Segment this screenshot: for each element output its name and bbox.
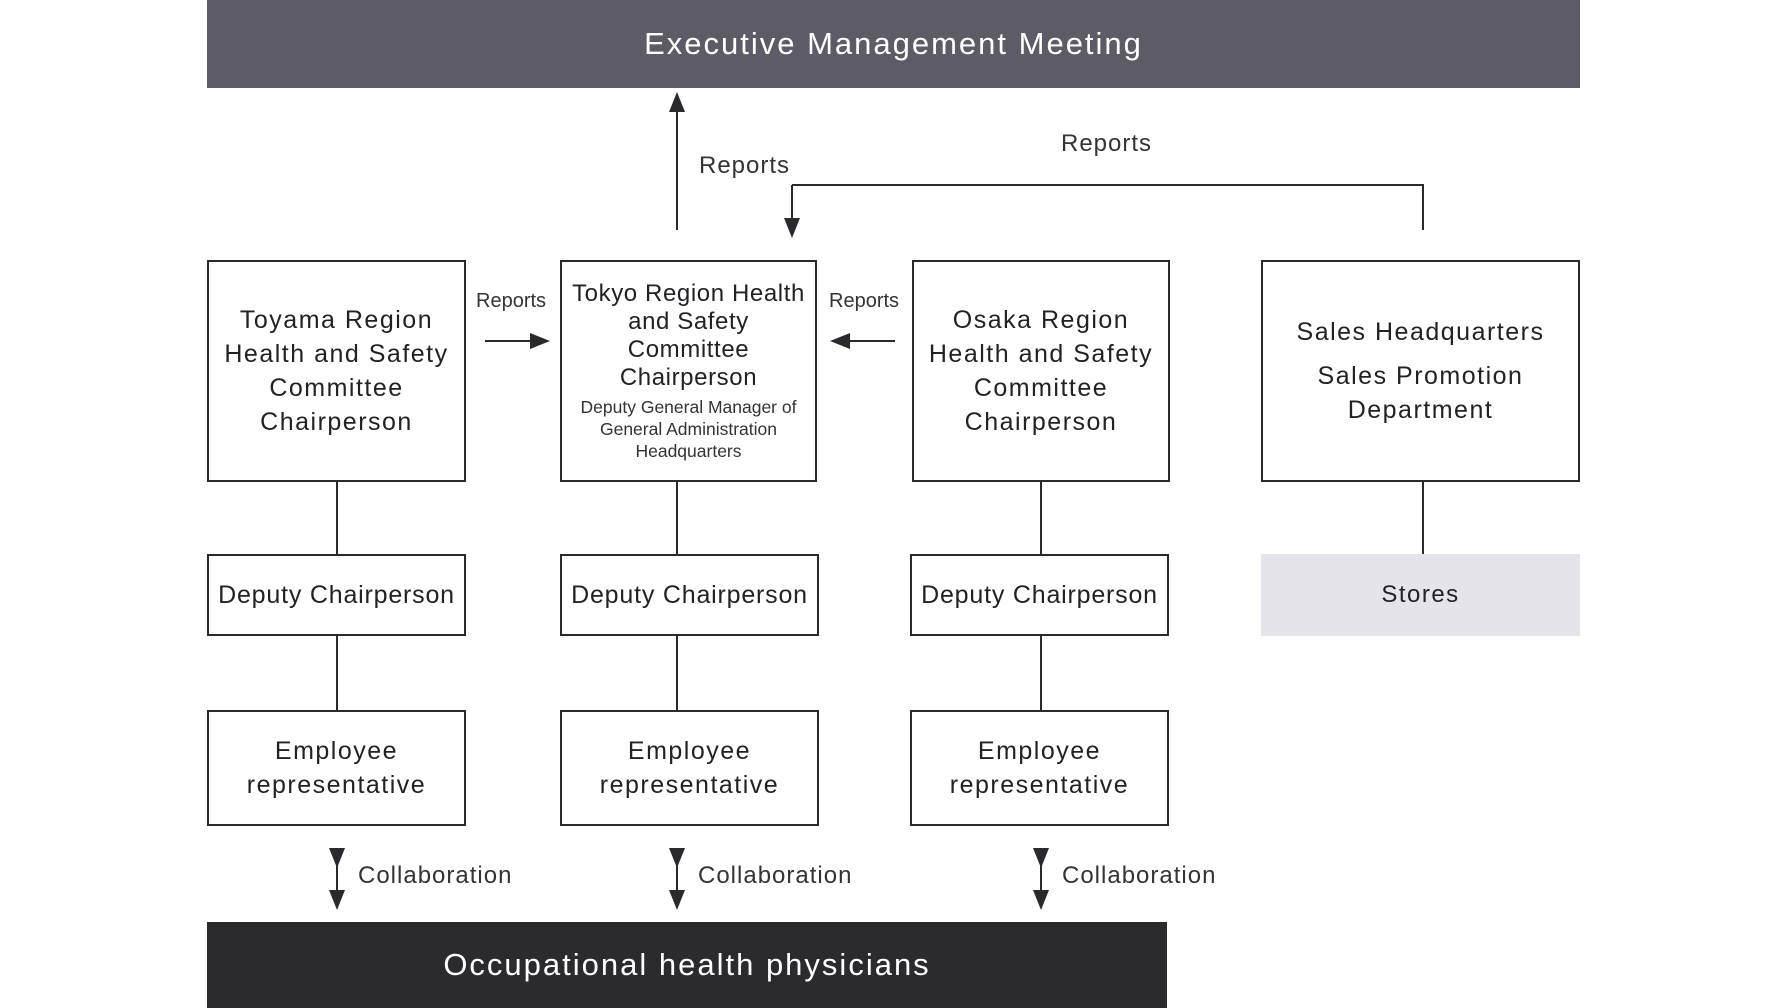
executive-management-meeting-bar: Executive Management Meeting: [207, 0, 1580, 88]
occupational-health-physicians-bar: Occupational health physicians: [207, 922, 1167, 1008]
tokyo-deputy-box: [560, 554, 819, 636]
toyama-chairperson-label: Toyama Region Health and Safety Committee Chairperson: [224, 306, 449, 436]
tokyo-chairperson-box: [560, 260, 817, 482]
toyama-employee-box: [207, 710, 466, 826]
tokyo-connector-2: [676, 636, 678, 710]
tokyo-collaboration-label: Collaboration: [698, 862, 853, 889]
toyama-employee-label: Employee representative: [246, 737, 427, 799]
tokyo-connector-1: [676, 482, 678, 554]
toyama-connector-1: [336, 482, 338, 554]
osaka-chairperson-box: [912, 260, 1170, 482]
tokyo-employee-label: Employee representative: [599, 737, 780, 799]
tokyo-employee-box: [560, 710, 819, 826]
sales-promotion-department-label: Sales Promotion Department: [1317, 362, 1524, 424]
reports-label-to-executive: Reports: [699, 152, 791, 179]
toyama-connector-2: [336, 636, 338, 710]
osaka-connector-1: [1040, 482, 1042, 554]
tokyo-chairperson-label: Tokyo Region Health and Safety Committee Chairperson: [572, 280, 805, 391]
reports-label-from-sales: Reports: [1061, 130, 1153, 157]
stores-box: Stores: [1261, 554, 1580, 636]
tokyo-deputy-label: Deputy Chairperson: [571, 581, 808, 609]
sales-headquarters-label: Sales Headquarters: [1296, 318, 1545, 346]
toyama-deputy-label: Deputy Chairperson: [218, 581, 455, 609]
reports-label-from-toyama: Reports: [476, 290, 547, 312]
osaka-chairperson-label: Osaka Region Health and Safety Committee Chairperson: [928, 306, 1154, 436]
sales-to-tokyo-connector: [792, 185, 1423, 230]
toyama-deputy-box: [207, 554, 466, 636]
osaka-employee-label: Employee representative: [949, 737, 1130, 799]
tokyo-chairperson-note: Deputy General Manager of General Administration Headquarters: [580, 397, 797, 461]
toyama-chairperson-box: [207, 260, 466, 482]
reports-label-from-osaka: Reports: [829, 290, 900, 312]
osaka-employee-box: [910, 710, 1169, 826]
osaka-deputy-box: [910, 554, 1169, 636]
osaka-collaboration-label: Collaboration: [1062, 862, 1217, 889]
osaka-deputy-label: Deputy Chairperson: [921, 581, 1158, 609]
sales-connector: [1422, 482, 1424, 554]
toyama-collaboration-label: Collaboration: [358, 862, 513, 889]
sales-headquarters-box: [1261, 260, 1580, 482]
osaka-connector-2: [1040, 636, 1042, 710]
